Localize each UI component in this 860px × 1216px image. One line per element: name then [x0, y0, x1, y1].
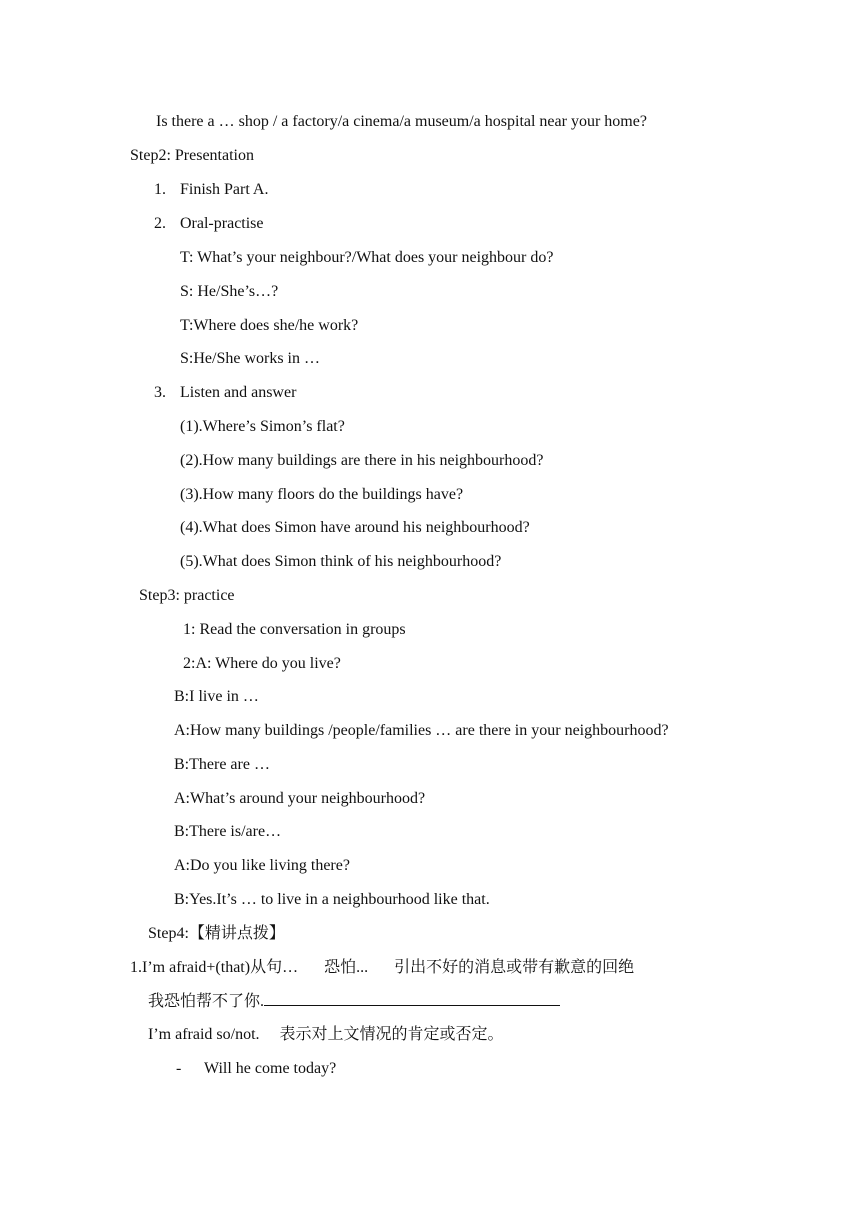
- list-number: 2.: [154, 215, 166, 232]
- list-text: Oral-practise: [180, 215, 264, 232]
- list-item-3: [154, 383, 296, 403]
- dialog-line: T:Where does she/he work?: [180, 317, 359, 334]
- conversation-line: B:There are …: [174, 756, 270, 773]
- bullet-text: Will he come today?: [204, 1060, 337, 1077]
- grammar-usage: 表示对上文情况的肯定或否定。: [279, 1026, 504, 1043]
- grammar-point-1: [130, 958, 634, 978]
- conversation-line: B:Yes.It’s … to live in a neighbourhood like that.: [174, 891, 490, 908]
- grammar-point-2: [148, 1025, 504, 1045]
- practice-line: 1: Read the conversation in groups: [183, 621, 406, 638]
- question-line: (5).What does Simon think of his neighbourhood?: [180, 553, 502, 570]
- grammar-usage: 引出不好的消息或带有歉意的回绝: [394, 959, 635, 976]
- conversation-line: A:What’s around your neighbourhood?: [174, 790, 426, 807]
- list-number: 1.: [154, 181, 166, 198]
- conversation-line: A:How many buildings /people/families … are there in your neighbourhood?: [174, 722, 669, 739]
- step2-heading: Step2: Presentation: [130, 147, 254, 164]
- example-bullet: [176, 1059, 336, 1079]
- list-item-1: [154, 180, 268, 200]
- list-text: Listen and answer: [180, 384, 297, 401]
- question-line: (2).How many buildings are there in his neighbourhood?: [180, 452, 544, 469]
- question-line: (1).Where’s Simon’s flat?: [180, 418, 345, 435]
- conversation-line: B:I live in …: [174, 688, 259, 705]
- conversation-line: B:There is/are…: [174, 823, 282, 840]
- example-sentence: 我恐怕帮不了你.: [148, 993, 265, 1010]
- dialog-line: S:He/She works in …: [180, 350, 320, 367]
- intro-question: Is there a … shop / a factory/a cinema/a museum/a hospital near your home?: [156, 113, 647, 130]
- dialog-line: S: He/She’s…?: [180, 283, 279, 300]
- conversation-line: A:Do you like living there?: [174, 857, 350, 874]
- bullet-dash: -: [176, 1060, 182, 1077]
- practice-line: 2:A: Where do you live?: [183, 655, 341, 672]
- list-text: Finish Part A.: [180, 181, 269, 198]
- grammar-meaning: 恐怕...: [324, 959, 369, 976]
- step4-heading: Step4:【精讲点拨】: [148, 925, 285, 942]
- list-item-2: [154, 214, 264, 234]
- grammar-example: [148, 991, 560, 1012]
- grammar-structure: I’m afraid so/not.: [148, 1026, 260, 1043]
- question-line: (3).How many floors do the buildings have?: [180, 486, 464, 503]
- grammar-structure: 1.I’m afraid+(that)从句…: [130, 959, 299, 976]
- dialog-line: T: What’s your neighbour?/What does your neighbour do?: [180, 249, 554, 266]
- step3-heading: Step3: practice: [139, 587, 235, 604]
- list-number: 3.: [154, 384, 166, 401]
- question-line: (4).What does Simon have around his neighbourhood?: [180, 519, 530, 536]
- answer-blank[interactable]: [264, 991, 560, 1006]
